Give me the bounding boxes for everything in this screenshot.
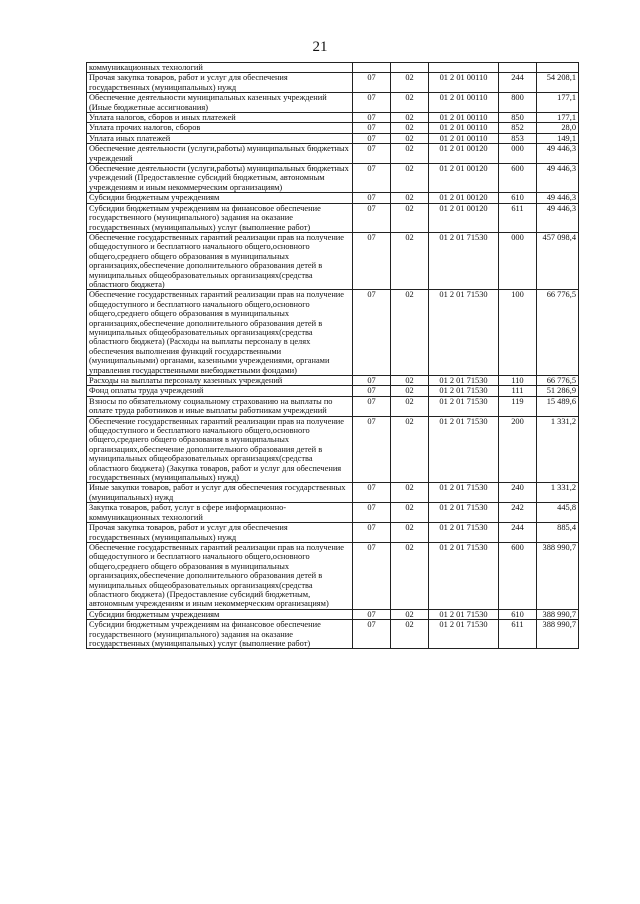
table-row (87, 123, 579, 133)
row-expense-type: 244 (499, 523, 537, 543)
row-name: Уплата налогов, сборов и иных платежей (87, 113, 353, 123)
row-section: 07 (353, 203, 391, 232)
row-expense-type: 111 (499, 386, 537, 396)
table-row (87, 93, 579, 113)
row-subsection: 02 (391, 542, 429, 609)
row-section: 07 (353, 523, 391, 543)
row-section: 07 (353, 386, 391, 396)
row-target-article: 01 2 01 71530 (429, 376, 499, 386)
row-target-article: 01 2 01 00110 (429, 123, 499, 133)
row-subsection: 02 (391, 93, 429, 113)
row-subsection: 02 (391, 73, 429, 93)
table-row (87, 113, 579, 123)
row-target-article: 01 2 01 71530 (429, 503, 499, 523)
page-number: 21 (312, 39, 328, 55)
row-amount: 49 446,3 (537, 193, 579, 203)
row-subsection: 02 (391, 232, 429, 289)
table-row (87, 620, 579, 649)
row-expense-type: 800 (499, 93, 537, 113)
row-amount: 49 446,3 (537, 164, 579, 193)
row-target-article: 01 2 01 00120 (429, 203, 499, 232)
row-expense-type: 000 (499, 232, 537, 289)
row-target-article: 01 2 01 71530 (429, 232, 499, 289)
row-name: Субсидии бюджетным учреждениям (87, 609, 353, 619)
row-name: Обеспечение государственных гарантий реализации прав на получение общедоступного и бесплатного начального общего,основного общего,среднего общего образования в муниципальных организациях,обеспечение дополнительного образования детей в муниципальных общеобразовательных организациях(средства областного бюджета) (87, 232, 353, 289)
row-target-article: 01 2 01 00110 (429, 73, 499, 93)
row-amount: 445,8 (537, 503, 579, 523)
row-subsection: 02 (391, 193, 429, 203)
row-name: Обеспечение деятельности (услуги,работы) муниципальных бюджетных учреждений (87, 144, 353, 164)
row-name: Субсидии бюджетным учреждениям на финансовое обеспечение государственного (муниципального) задания на оказание государственных (муниципальных) услуг (выполнение работ) (87, 203, 353, 232)
row-section: 07 (353, 483, 391, 503)
row-target-article: 01 2 01 71530 (429, 386, 499, 396)
row-subsection: 02 (391, 620, 429, 649)
row-name: Взносы по обязательному социальному страхованию на выплаты по оплате труда работников и иные выплаты работникам учреждений (87, 396, 353, 416)
row-expense-type: 852 (499, 123, 537, 133)
row-section: 07 (353, 376, 391, 386)
row-name: Расходы на выплаты персоналу казенных учреждений (87, 376, 353, 386)
row-amount: 388 990,7 (537, 620, 579, 649)
row-expense-type: 600 (499, 542, 537, 609)
table-row (87, 203, 579, 232)
row-amount: 66 776,5 (537, 290, 579, 376)
table-row (87, 483, 579, 503)
row-amount: 49 446,3 (537, 144, 579, 164)
row-name: коммуникационных технологий (87, 63, 353, 73)
row-target-article: 01 2 01 00120 (429, 164, 499, 193)
row-section: 07 (353, 133, 391, 143)
row-subsection: 02 (391, 123, 429, 133)
row-name: Обеспечение государственных гарантий реализации прав на получение общедоступного и бесплатного начального общего,основного общего,среднего общего образования в муниципальных организациях,обеспечение дополнительного образования детей в муниципальных общеобразовательных организациях(средства областного бюджета) (Закупка товаров, работ и услуг для обеспечения государственных (муниципальных) нужд) (87, 416, 353, 483)
row-expense-type: 853 (499, 133, 537, 143)
table-row (87, 164, 579, 193)
budget-table (86, 62, 579, 649)
row-expense-type: 611 (499, 620, 537, 649)
row-expense-type: 600 (499, 164, 537, 193)
table-row (87, 416, 579, 483)
row-target-article: 01 2 01 71530 (429, 416, 499, 483)
row-section (353, 63, 391, 73)
row-subsection: 02 (391, 144, 429, 164)
row-expense-type: 244 (499, 73, 537, 93)
table-row (87, 144, 579, 164)
row-section: 07 (353, 93, 391, 113)
row-name: Уплата иных платежей (87, 133, 353, 143)
row-section: 07 (353, 503, 391, 523)
table-row (87, 63, 579, 73)
row-target-article: 01 2 01 00110 (429, 93, 499, 113)
row-amount: 388 990,7 (537, 542, 579, 609)
row-amount: 66 776,5 (537, 376, 579, 386)
row-subsection: 02 (391, 290, 429, 376)
row-name: Прочая закупка товаров, работ и услуг для обеспечения государственных (муниципальных) нужд (87, 73, 353, 93)
row-section: 07 (353, 416, 391, 483)
row-name: Иные закупки товаров, работ и услуг для обеспечения государственных (муниципальных) нужд (87, 483, 353, 503)
row-amount: 177,1 (537, 113, 579, 123)
table-row (87, 386, 579, 396)
row-name: Уплата прочих налогов, сборов (87, 123, 353, 133)
row-subsection: 02 (391, 113, 429, 123)
row-section: 07 (353, 164, 391, 193)
row-amount: 15 489,6 (537, 396, 579, 416)
row-target-article: 01 2 01 71530 (429, 609, 499, 619)
row-amount: 388 990,7 (537, 609, 579, 619)
row-target-article: 01 2 01 00120 (429, 193, 499, 203)
row-section: 07 (353, 113, 391, 123)
row-name: Субсидии бюджетным учреждениям (87, 193, 353, 203)
row-section: 07 (353, 73, 391, 93)
row-expense-type: 610 (499, 193, 537, 203)
budget-table-body (87, 63, 579, 649)
row-amount: 1 331,2 (537, 483, 579, 503)
table-row (87, 290, 579, 376)
table-row (87, 133, 579, 143)
row-section: 07 (353, 609, 391, 619)
row-amount: 28,0 (537, 123, 579, 133)
row-subsection: 02 (391, 386, 429, 396)
row-amount: 177,1 (537, 93, 579, 113)
table-row (87, 523, 579, 543)
row-amount: 1 331,2 (537, 416, 579, 483)
row-subsection: 02 (391, 503, 429, 523)
row-subsection: 02 (391, 416, 429, 483)
row-subsection: 02 (391, 164, 429, 193)
row-subsection: 02 (391, 396, 429, 416)
row-section: 07 (353, 396, 391, 416)
row-expense-type: 119 (499, 396, 537, 416)
row-section: 07 (353, 193, 391, 203)
row-name: Субсидии бюджетным учреждениям на финансовое обеспечение государственного (муниципального) задания на оказание государственных (муниципальных) услуг (выполнение работ) (87, 620, 353, 649)
row-expense-type: 240 (499, 483, 537, 503)
row-target-article: 01 2 01 71530 (429, 483, 499, 503)
table-row (87, 609, 579, 619)
row-subsection: 02 (391, 523, 429, 543)
row-section: 07 (353, 123, 391, 133)
table-row (87, 376, 579, 386)
table-row (87, 73, 579, 93)
row-name: Обеспечение деятельности муниципальных казенных учреждений (Иные бюджетные ассигнования) (87, 93, 353, 113)
row-expense-type (499, 63, 537, 73)
row-target-article: 01 2 01 71530 (429, 542, 499, 609)
row-target-article: 01 2 01 00110 (429, 113, 499, 123)
row-subsection: 02 (391, 376, 429, 386)
row-subsection (391, 63, 429, 73)
row-target-article: 01 2 01 71530 (429, 523, 499, 543)
row-expense-type: 850 (499, 113, 537, 123)
row-section: 07 (353, 542, 391, 609)
row-section: 07 (353, 620, 391, 649)
row-target-article: 01 2 01 71530 (429, 290, 499, 376)
row-amount: 457 098,4 (537, 232, 579, 289)
table-row (87, 396, 579, 416)
table-row (87, 193, 579, 203)
table-row (87, 232, 579, 289)
row-name: Обеспечение государственных гарантий реализации прав на получение общедоступного и бесплатного начального общего,основного общего,среднего общего образования в муниципальных организациях,обеспечение дополнительного образования детей в муниципальных общеобразовательных организациях(средства областного бюджета) (Расходы на выплаты персоналу в целях обеспечения выполнения функций государственными (муниципальными) органами, казенными учреждениями, органами управления государственными внебюджетными фондами) (87, 290, 353, 376)
row-subsection: 02 (391, 203, 429, 232)
row-expense-type: 110 (499, 376, 537, 386)
row-amount: 885,4 (537, 523, 579, 543)
row-target-article: 01 2 01 00120 (429, 144, 499, 164)
row-expense-type: 000 (499, 144, 537, 164)
row-section: 07 (353, 232, 391, 289)
row-name: Прочая закупка товаров, работ и услуг для обеспечения государственных (муниципальных) нужд (87, 523, 353, 543)
row-subsection: 02 (391, 133, 429, 143)
row-expense-type: 610 (499, 609, 537, 619)
row-amount: 51 286,9 (537, 386, 579, 396)
row-amount: 54 208,1 (537, 73, 579, 93)
table-row (87, 503, 579, 523)
row-target-article (429, 63, 499, 73)
row-section: 07 (353, 290, 391, 376)
row-target-article: 01 2 01 71530 (429, 620, 499, 649)
table-row (87, 542, 579, 609)
row-section: 07 (353, 144, 391, 164)
row-expense-type: 200 (499, 416, 537, 483)
row-amount: 149,1 (537, 133, 579, 143)
row-target-article: 01 2 01 71530 (429, 396, 499, 416)
row-name: Обеспечение деятельности (услуги,работы) муниципальных бюджетных учреждений (Предоставление субсидий бюджетным, автономным учреждениям и иным некоммерческим организациям) (87, 164, 353, 193)
row-amount: 49 446,3 (537, 203, 579, 232)
row-subsection: 02 (391, 609, 429, 619)
row-name: Обеспечение государственных гарантий реализации прав на получение общедоступного и бесплатного начального общего,основного общего,среднего общего образования в муниципальных организациях,обеспечение дополнительного образования детей в муниципальных общеобразовательных организациях(средства областного бюджета) (Предоставление субсидий бюджетным, автономным учреждениям и иным некоммерческим организациям) (87, 542, 353, 609)
row-name: Закупка товаров, работ, услуг в сфере информационно-коммуникационных технологий (87, 503, 353, 523)
row-expense-type: 242 (499, 503, 537, 523)
row-expense-type: 100 (499, 290, 537, 376)
row-subsection: 02 (391, 483, 429, 503)
row-expense-type: 611 (499, 203, 537, 232)
row-target-article: 01 2 01 00110 (429, 133, 499, 143)
row-name: Фонд оплаты труда учреждений (87, 386, 353, 396)
row-amount (537, 63, 579, 73)
